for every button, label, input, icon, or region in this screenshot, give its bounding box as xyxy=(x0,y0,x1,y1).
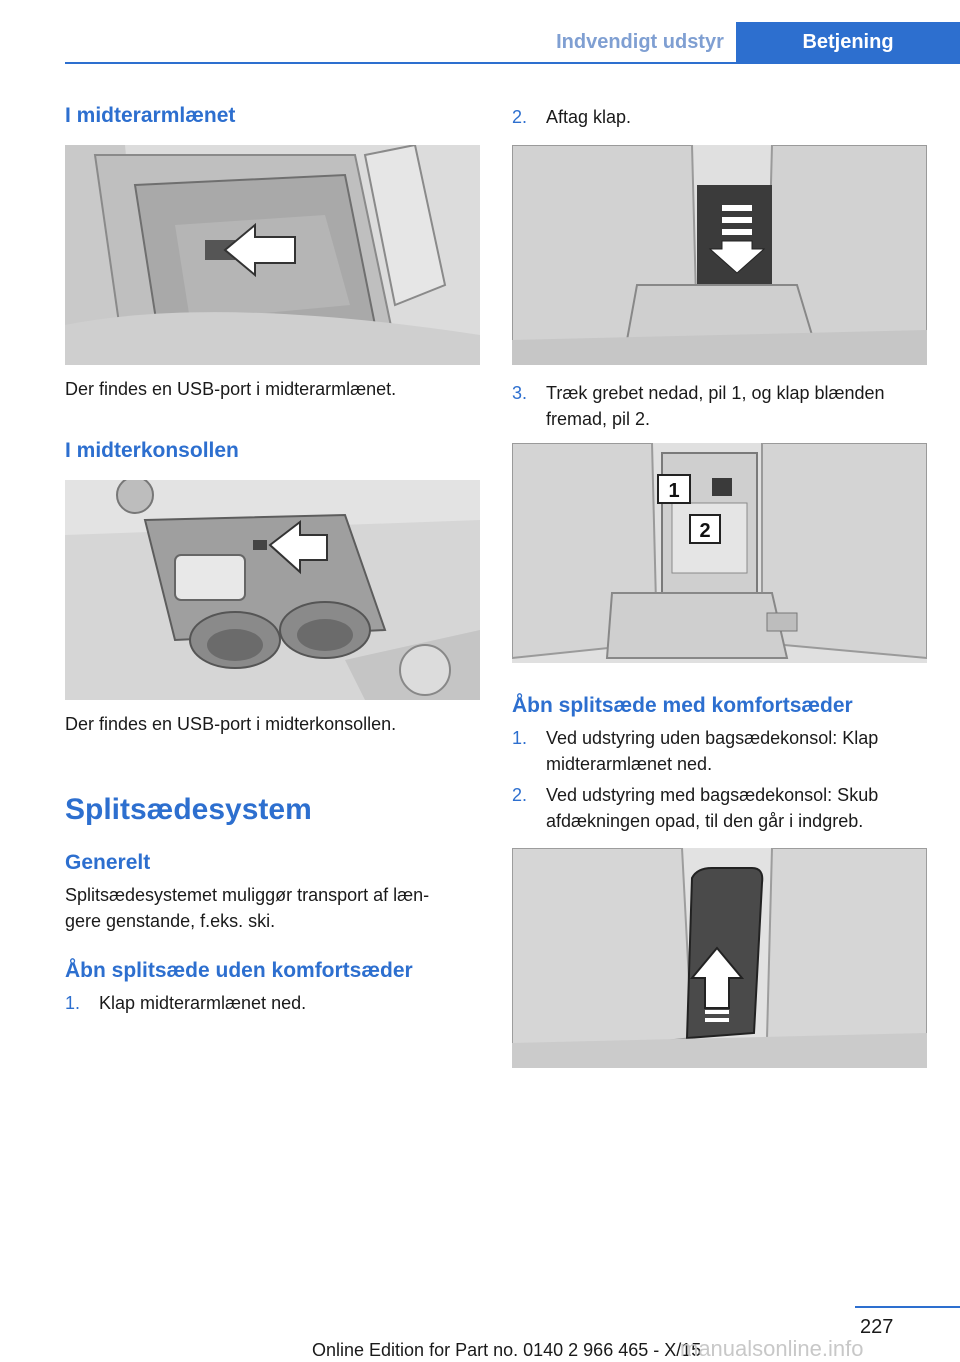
header-section-label: Indvendigt udstyr xyxy=(556,31,724,53)
step-number: 2. xyxy=(512,785,528,805)
step-number: 1. xyxy=(512,728,528,748)
step-3-pull-handle xyxy=(512,380,932,432)
pull-handle-illustration xyxy=(512,443,927,663)
header-chapter-tab: Betjening xyxy=(736,22,960,62)
edition-text: Online Edition for Part no. 0140 2 966 465 - X/15 xyxy=(312,1340,702,1360)
step-text-line2: fremad, pil 2. xyxy=(546,409,651,429)
header-divider xyxy=(65,62,960,64)
console-caption: Der findes en USB-port i midterkonsollen. xyxy=(65,714,397,734)
open-without-comfort-heading: Åbn splitsæde uden komfortsæder xyxy=(65,959,413,982)
general-heading: Generelt xyxy=(65,851,151,874)
page-number: 227 xyxy=(860,1316,894,1338)
step-text-line2: afdækningen opad, til den går i indgreb. xyxy=(546,811,864,831)
console-heading: I midterkonsollen xyxy=(65,439,239,462)
step-text-line1: Træk grebet nedad, pil 1, og klap blænden xyxy=(546,383,885,403)
arrow-label-2: 2 xyxy=(699,520,711,542)
step-text: Klap midterarmlænet ned. xyxy=(99,993,307,1013)
watermark: manualsonline.info xyxy=(680,1336,864,1361)
step-number: 1. xyxy=(65,993,81,1013)
step-text-line1: Ved udstyring med bagsædekonsol: Skub xyxy=(546,785,879,805)
open-with-comfort-heading: Åbn splitsæde med komfortsæder xyxy=(512,694,853,717)
general-text-line1: Splitsædesystemet muliggør transport af læn- xyxy=(65,885,430,905)
step-text-line1: Ved udstyring uden bagsædekonsol: Klap xyxy=(546,728,879,748)
push-cover-illustration xyxy=(512,848,927,1068)
step-text-line2: midterarmlænet ned. xyxy=(546,754,713,774)
step-number: 3. xyxy=(512,383,528,403)
step-2-with xyxy=(512,782,932,834)
step-text: Aftag klap. xyxy=(546,107,632,127)
page-header xyxy=(0,0,960,62)
step-number: 2. xyxy=(512,107,528,127)
main-heading: Splitsædesystem xyxy=(65,793,312,826)
armrest-usb-illustration xyxy=(65,145,480,365)
armrest-heading: I midterarmlænet xyxy=(65,104,236,127)
remove-flap-illustration xyxy=(512,145,927,365)
step-1-without xyxy=(65,990,480,1016)
general-text-line2: gere genstande, f.eks. ski. xyxy=(65,911,276,931)
step-2-remove-flap xyxy=(512,104,927,130)
arrow-label-1: 1 xyxy=(668,480,680,502)
step-1-with xyxy=(512,725,932,777)
armrest-caption: Der findes en USB-port i midterarmlænet. xyxy=(65,379,397,399)
console-usb-illustration xyxy=(65,480,480,700)
footer-divider xyxy=(855,1306,960,1308)
